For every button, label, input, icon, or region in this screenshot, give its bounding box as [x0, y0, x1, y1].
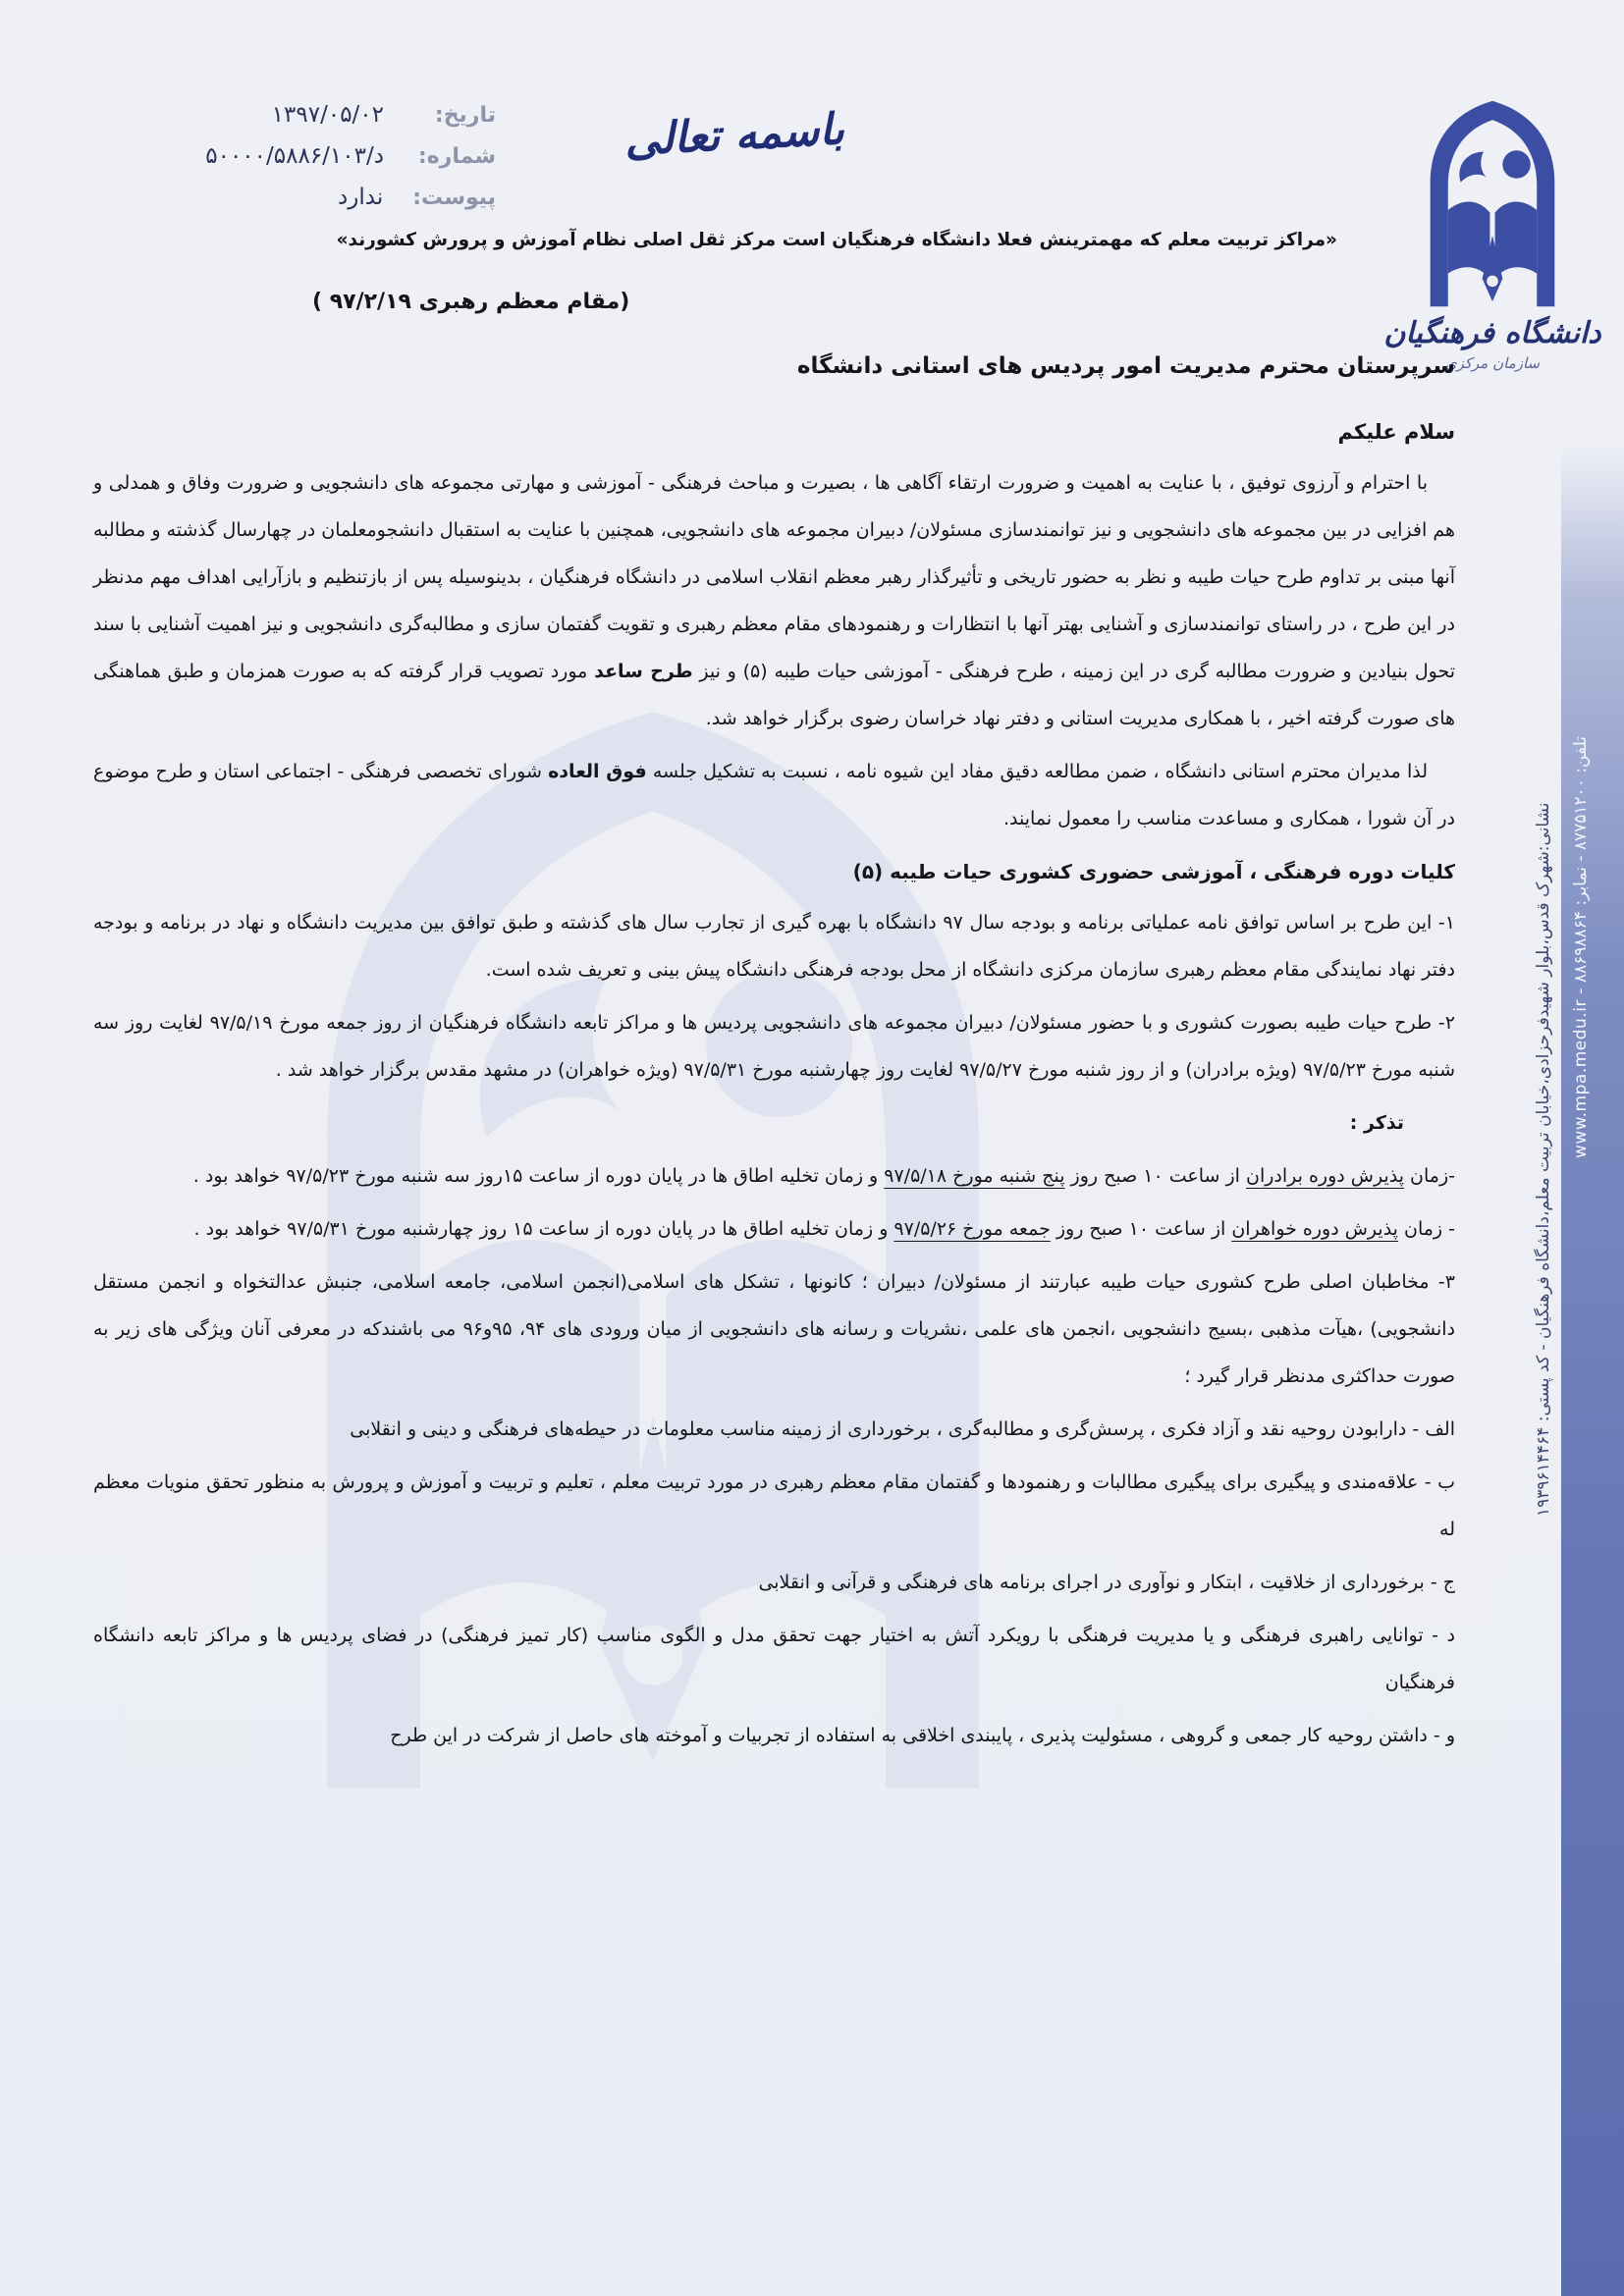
organization-subtitle: سازمان مرکزی [1444, 354, 1541, 372]
section-heading: کلیات دوره فرهنگی ، آموزشی حضوری کشوری حیات طیبه (۵) [852, 860, 1455, 883]
meta-date-row [103, 102, 496, 128]
clause-dal: د - توانایی راهبری فرهنگی و یا مدیریت فرهنگی با رویکرد آتش به اختیار جهت تحقق مدل و الگوی مناسب (کار تمیز فرهنگی) در فضای پردیس ها و مراکز تابعه دانشگاه فرهنگیان [93, 1625, 1455, 1693]
item-2: ۲- طرح حیات طیبه بصورت کشوری و با حضور مسئولان/ دبیران مجموعه های دانشجویی پردیس ها و مراکز تابعه دانشگاه فرهنگیان از روز جمعه مورخ ۹۷/۵/۱۹ لغایت روز سه شنبه مورخ ۹۷/۵/۲۳ (ویژه برادران) و از روز شنبه مورخ ۹۷/۵/۲۷ لغایت روز چهارشنبه مورخ ۹۷/۵/۳۱ (ویژه خواهران) در مشهد مقدس برگزار خواهد شد . [93, 1012, 1455, 1081]
meta-number-row [103, 143, 496, 169]
number-value: د/۵۰۰۰۰/۵۸۸۶/۱۰۳ [205, 143, 384, 169]
leader-quote: «مراکز تربیت معلم که مهمترینش فعلا دانشگاه فرهنگیان است مرکز ثقل اصلی نظام آموزش و پرورش کشورند» [336, 230, 1337, 250]
bismillah-calligraphy: باسمه تعالی [623, 104, 846, 166]
item-3: ۳- مخاطبان اصلی طرح کشوری حیات طیبه عبارتند از مسئولان/ دبیران ؛ کانونها ، تشکل های اسلامی(انجمن اسلامی، جامعه اسلامی، جنبش عدالتخواه و انجمن مستقل دانشجویی) ،هیآت مذهبی ،بسیج دانشجویی ،انجمن های علمی ،نشریات و رسانه های دانشجویی از میان ورودی های ۹۴، ۹۵و۹۶ می باشندکه در معرفی آنان ویژگی های زیر به صورت حداکثری مدنظر قرار گیرد ؛ [93, 1271, 1455, 1387]
salutation: سلام علیکم [1337, 420, 1455, 444]
attachment-label: پیوست: [412, 186, 496, 210]
paragraph-request: لذا مدیران محترم استانی دانشگاه ، ضمن مطالعه دقیق مفاد این شیوه نامه ، نسبت به تشکیل جلسه فوق العاده شورای تخصصی فرهنگی - اجتماعی استان و طرح موضوع در آن شورا ، همکاری و مساعدت مناسب را معمول نمایند. [93, 761, 1455, 829]
letterhead-side-strip [1534, 447, 1624, 2296]
paragraphs-container [93, 459, 1455, 1759]
clause-alef: الف - دارابودن روحیه نقد و آزاد فکری ، پرسش‌گری و مطالبه‌گری ، برخورداری از زمینه مناسب معلومات در حیطه‌های فرهنگی و دینی و انقلابی [350, 1418, 1455, 1440]
letterhead-address: نشانی:شهرک قدس،بلوار شهیدفرحزادی،خیابان تربیت معلم،دانشگاه فرهنگیان - کد پستی: ۱۹۳۹۶۱۴۴۶۴ [1534, 802, 1553, 1517]
addressee-line: سرپرستان محترم مدیریت امور پردیس های استانی دانشگاه [796, 353, 1455, 379]
attachment-value: ندارد [338, 185, 384, 210]
number-label: شماره: [417, 144, 496, 169]
quote-attribution: (مقام معظم رهبری ۹۷/۲/۱۹ ) [312, 290, 630, 314]
clause-jim: ج - برخورداری از خلاقیت ، ابتکار و نوآوری در اجرای برنامه های فرهنگی و قرآنی و انقلابی [758, 1572, 1455, 1593]
clause-vav: و - داشتن روحیه کار جمعی و گروهی ، مسئولیت پذیری ، پایبندی اخلاقی به استفاده از تجربیات و آموخته های حاصل از شرکت در این طرح [390, 1725, 1455, 1746]
letter-body [93, 353, 1455, 1765]
paragraph-intro: با احترام و آرزوی توفیق ، با عنایت به اهمیت و ضرورت ارتقاء آگاهی ها ، بصیرت و مباحث فرهنگی - آموزشی و مهارتی مجموعه های دانشجویی و ضرورت وفاق و همدلی و هم افزایی در بین مجموعه های دانشجویی و نیز توانمندسازی مسئولان/ دبیران مجموعه های دانشجویی، همچنین با عنایت به استقبال دانشجومعلمان در چهارسال گذشته و مطالبه آنها مبنی بر تداوم طرح حیات طیبه و نظر به حضور تاریخی و تأثیرگذار رهبر معظم انقلاب اسلامی در دانشگاه فرهنگیان ، بدینوسیله پس از بازتنظیم و بازآرایی اهداف مهم مدنظر در این طرح ، در راستای توانمندسازی و آشنایی بهتر آنها با انتظارات و رهنمودهای مقام معظم رهبری و تقویت گفتمان سازی و مطالبه‌گری دانشجویی و نیز اهمیت آشنایی با سند تحول بنیادین و ضرورت مطالبه گری در این زمینه ، طرح فرهنگی - آموزشی حیات طیبه (۵) و نیز طرح ساعد مورد تصویب قرار گرفته که به صورت همزمان و طبق هماهنگی های صورت گرفته اخیر ، با همکاری مدیریت استانی و دفتر نهاد خراسان رضوی برگزار خواهد شد. [93, 472, 1455, 729]
university-logo-icon [1410, 90, 1575, 312]
note-heading: تذکر : [1349, 1112, 1404, 1134]
organization-name: دانشگاه فرهنگیان [1383, 316, 1601, 350]
date-label: تاریخ: [434, 103, 496, 128]
note-brothers: -زمان پذیرش دوره برادران از ساعت ۱۰ صبح روز پنج شنبه مورخ ۹۷/۵/۱۸ و زمان تخلیه اطاق ها در پایان دوره از ساعت ۱۵روز سه شنبه مورخ ۹۷/۵/۲۳ خواهد بود . [192, 1165, 1455, 1187]
letterhead-logo-block [1375, 90, 1610, 372]
item-1: ۱- این طرح بر اساس توافق نامه عملیاتی برنامه و بودجه سال ۹۷ دانشگاه با بهره گیری از تجارب سال های گذشته و طبق توافق بین مدیریت دانشگاه و نهاد در برنامه و بودجه دفتر نهاد نمایندگی مقام معظم رهبری سازمان مرکزی دانشگاه از محل بودجه فرهنگی دانشگاه پیش بینی و تعریف شده است. [93, 912, 1455, 981]
letterhead-contact: تلفن: ۸۷۷۵۱۲۰۰ - نمابر: ۸۸۶۹۸۸۶۴ - www.mpa.medu.ir [1571, 736, 1591, 1158]
note-sisters: - زمان پذیرش دوره خواهران از ساعت ۱۰ صبح روز جمعه مورخ ۹۷/۵/۲۶ و زمان تخلیه اطاق ها در پایان دوره از ساعت ۱۵ روز چهارشنبه مورخ ۹۷/۵/۳۱ خواهد بود . [193, 1218, 1455, 1240]
date-value: ۱۳۹۷/۰۵/۰۲ [271, 102, 384, 128]
letter-meta [103, 102, 496, 226]
clause-be: ب - علاقه‌مندی و پیگیری برای پیگیری مطالبات و رهنمودها و گفتمان مقام معظم رهبری در مورد تربیت معلم ، تعلیم و تربیت و آموزش و پرورش به منظور تحقق منویات معظم له [93, 1471, 1455, 1540]
meta-attachment-row [103, 185, 496, 210]
